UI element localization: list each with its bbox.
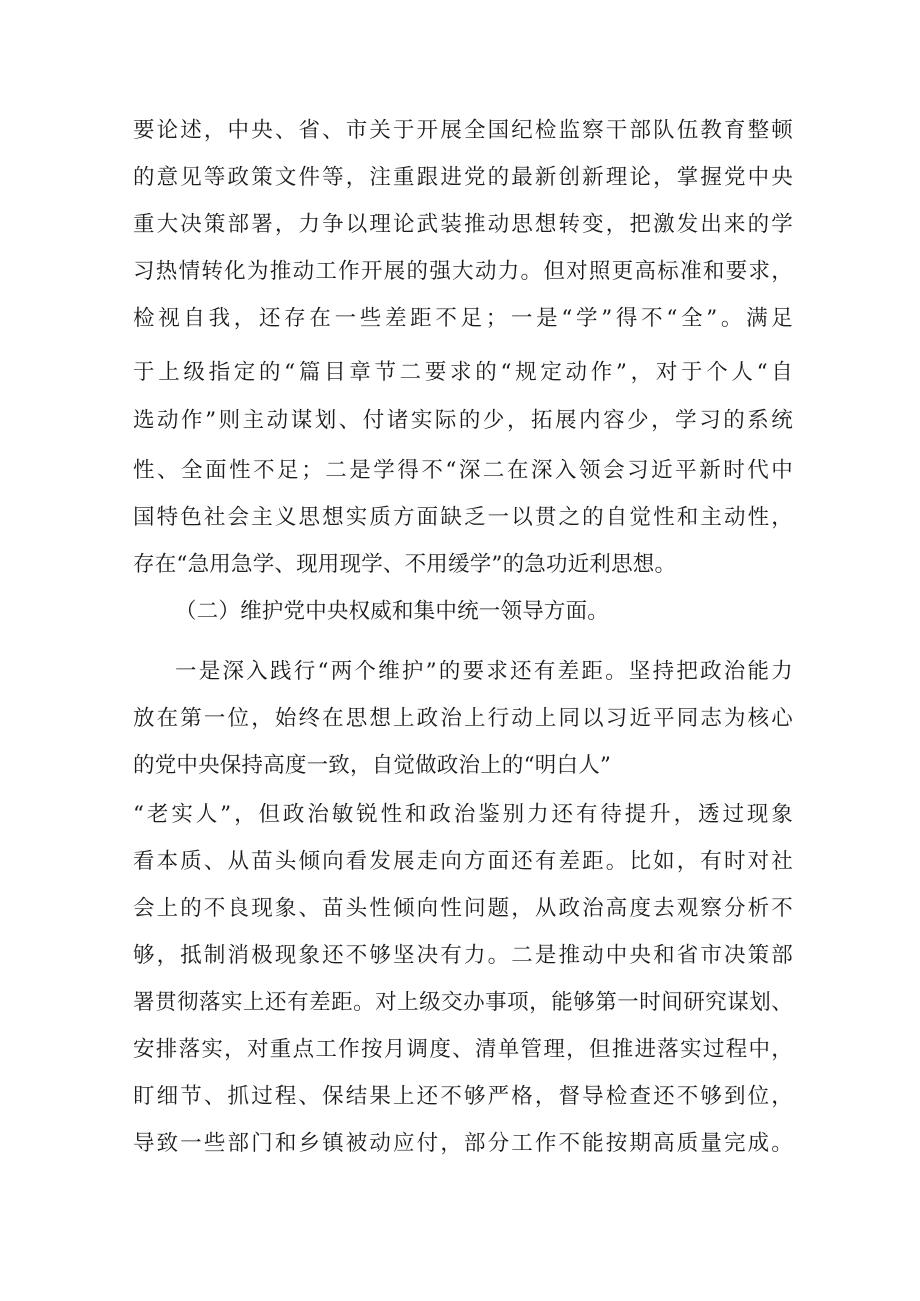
text-line: 导致一些部门和乡镇被动应付，部分工作不能按期高质量完成。	[133, 1131, 793, 1156]
text-line: 重大决策部署，力争以理论武装推动思想转变，把激发出来的学	[133, 212, 793, 237]
text-line: 检视自我，还存在一些差距不足；一是“学”得不“全”。满足	[133, 306, 793, 331]
text-line: 署贯彻落实上还有差距。对上级交办事项，能够第一时间研究谋划、	[133, 990, 793, 1015]
text-line: 选动作”则主动谋划、付诸实际的少，拓展内容少，学习的系统	[133, 408, 793, 433]
text-line: “老实人”，但政治敏锐性和政治鉴别力还有待提升，透过现象	[133, 802, 793, 827]
text-line: 于上级指定的“篇目章节二要求的“规定动作”，对于个人“自	[133, 360, 793, 385]
text-line: 会上的不良现象、苗头性倾向性问题，从政治高度去观察分析不	[133, 896, 793, 921]
text-line: 放在第一位，始终在思想上政治上行动上同以习近平同志为核心	[133, 706, 793, 731]
text-line: 习热情转化为推动工作开展的强大动力。但对照更高标准和要求，	[133, 259, 793, 284]
text-line: 够，抵制消极现象还不够坚决有力。二是推动中央和省市决策部	[133, 943, 793, 968]
section-heading: （二）维护党中央权威和集中统一领导方面。	[175, 599, 610, 624]
text-line: 一是深入践行“两个维护”的要求还有差距。坚持把政治能力	[175, 659, 793, 684]
text-line: 盯细节、抓过程、保结果上还不够严格，督导检查还不够到位，	[133, 1084, 793, 1109]
text-line: 看本质、从苗头倾向看发展走向方面还有差距。比如，有时对社	[133, 849, 793, 874]
text-line: 要论述，中央、省、市关于开展全国纪检监察干部队伍教育整顿	[133, 118, 793, 143]
text-line: 国特色社会主义思想实质方面缺乏一以贯之的自觉性和主动性，	[133, 505, 793, 530]
text-line: 的党中央保持高度一致，自觉做政治上的“明白人”	[133, 753, 612, 778]
text-line: 存在“急用急学、现用现学、不用缓学”的急功近利思想。	[133, 552, 677, 577]
text-line: 安排落实，对重点工作按月调度、清单管理，但推进落实过程中，	[133, 1037, 793, 1062]
text-line: 的意见等政策文件等，注重跟进党的最新创新理论，掌握党中央	[133, 165, 793, 190]
text-line: 性、全面性不足；二是学得不“深二在深入领会习近平新时代中	[133, 458, 793, 483]
